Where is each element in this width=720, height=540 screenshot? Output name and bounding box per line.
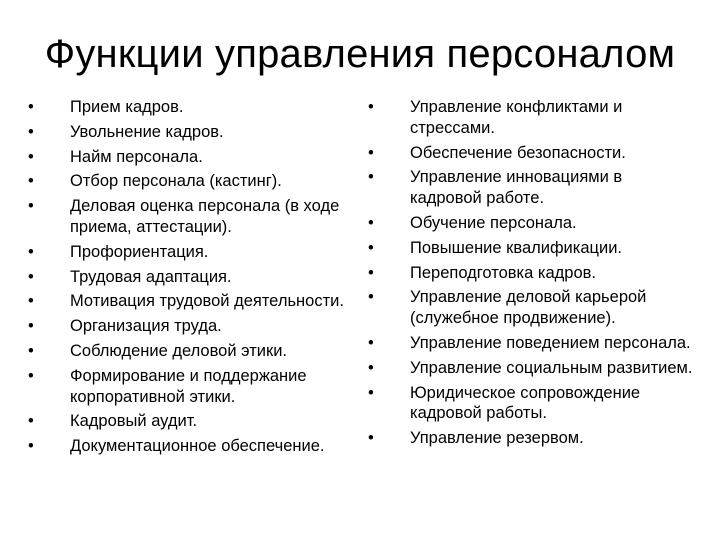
bullet-icon: • — [28, 172, 34, 191]
right-bullet-list — [366, 97, 696, 453]
list-item — [366, 287, 696, 329]
list-item — [366, 333, 696, 354]
list-item — [366, 143, 696, 164]
list-item — [26, 196, 356, 238]
bullet-icon: • — [28, 197, 34, 216]
bullet-icon: • — [368, 168, 374, 187]
list-item — [26, 436, 356, 457]
list-item-text: Мотивация трудовой деятельности. — [70, 292, 344, 311]
list-item-text: Юридическое сопровождение кадровой работы. — [410, 383, 641, 423]
list-item — [26, 122, 356, 143]
list-item-text: Повышение квалификации. — [410, 238, 623, 257]
bullet-icon: • — [28, 122, 34, 141]
list-item — [26, 147, 356, 168]
bullet-icon: • — [28, 292, 34, 311]
list-item — [366, 358, 696, 379]
list-item-text: Деловая оценка персонала (в ходе приема, аттестации). — [70, 197, 340, 236]
list-item — [26, 171, 356, 192]
bullet-icon: • — [368, 288, 374, 307]
list-item-text: Переподготовка кадров. — [410, 263, 596, 282]
list-item — [366, 263, 696, 284]
bullet-icon: • — [368, 213, 374, 232]
left-bullet-list — [26, 97, 356, 461]
list-item-text: Трудовая адаптация. — [70, 267, 232, 286]
list-item-text: Организация труда. — [70, 317, 222, 336]
bullet-icon: • — [28, 147, 34, 166]
bullet-icon: • — [368, 238, 374, 257]
list-item-text: Документационное обеспечение. — [70, 437, 325, 456]
list-item-text: Соблюдение деловой этики. — [70, 341, 287, 360]
list-item-text: Управление инновациями в кадровой работе. — [410, 168, 623, 208]
list-item-text: Управление конфликтами и стрессами. — [410, 98, 623, 137]
bullet-icon: • — [368, 98, 374, 116]
list-item — [26, 366, 356, 408]
list-item — [366, 167, 696, 209]
list-item-text: Управление резервом. — [410, 429, 584, 448]
list-item-text: Управление социальным развитием. — [410, 358, 693, 377]
bullet-icon: • — [368, 263, 374, 282]
list-item — [26, 341, 356, 362]
list-item — [366, 97, 696, 139]
list-item — [26, 316, 356, 337]
slide-title: Функции управления персоналом — [44, 32, 676, 76]
list-item-text: Управление деловой карьерой (служебное продвижение). — [410, 288, 647, 328]
bullet-icon: • — [28, 437, 34, 456]
list-item — [366, 213, 696, 234]
list-item — [366, 238, 696, 259]
list-item — [366, 383, 696, 425]
bullet-icon: • — [368, 358, 374, 377]
list-item-text: Профориентация. — [70, 242, 209, 261]
list-item-text: Кадровый аудит. — [70, 412, 198, 431]
list-item — [26, 97, 356, 118]
bullet-icon: • — [368, 333, 374, 352]
bullet-icon: • — [28, 412, 34, 431]
list-item-text: Прием кадров. — [70, 98, 184, 116]
bullet-icon: • — [28, 98, 34, 116]
bullet-icon: • — [28, 267, 34, 286]
bullet-icon: • — [28, 242, 34, 261]
list-item-text: Отбор персонала (кастинг). — [70, 172, 282, 191]
bullet-icon: • — [28, 366, 34, 385]
bullet-icon: • — [368, 429, 374, 448]
bullet-icon: • — [368, 383, 374, 402]
list-item — [26, 411, 356, 432]
list-item — [26, 291, 356, 312]
bullet-icon: • — [28, 341, 34, 360]
list-item-text: Увольнение кадров. — [70, 122, 224, 141]
bullet-icon: • — [368, 143, 374, 162]
list-item-text: Найм персонала. — [70, 147, 203, 166]
list-item-text: Обеспечение безопасности. — [410, 143, 626, 162]
list-item — [26, 242, 356, 263]
list-item-text: Обучение персонала. — [410, 213, 577, 232]
list-item-text: Управление поведением персонала. — [410, 333, 691, 352]
list-item — [26, 267, 356, 288]
list-item — [366, 428, 696, 449]
bullet-icon: • — [28, 317, 34, 336]
list-item-text: Формирование и поддержание корпоративной этики. — [70, 366, 307, 406]
